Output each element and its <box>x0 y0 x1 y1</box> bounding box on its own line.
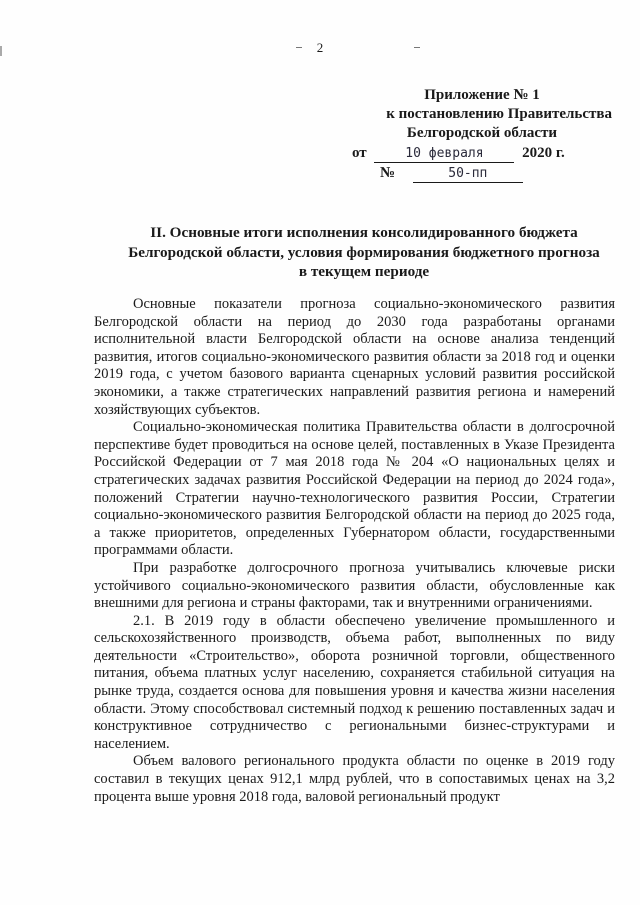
date-prefix: от <box>352 145 367 161</box>
paragraph: Социально-экономическая политика Правительства области в долгосрочной перспективе будет проводиться на основе целей, поставленных в Указе Президента Российской Федерации от 7 мая 2018 года № 204 «О национальных целях и стратегических задачах развития Российской Федерации на период до 2024 года», положений Стратегии научно-технологического развития России, Стратегии социально-экономического развития Белгородской области на период до 2025 года, а также приоритетов, определенных Губернатором области, государственными программами области. <box>94 419 615 559</box>
paragraph: При разработке долгосрочного прогноза учитывались ключевые риски устойчивого социально-экономического развития области, обусловленные как внешними для региона и страны факторами, так и внутренними ограничениями. <box>94 559 615 612</box>
annex-resolution-line: к постановлению Правительства <box>386 106 612 122</box>
page-number: 2 <box>316 40 324 55</box>
number-field: 50-пп <box>413 166 523 183</box>
section-title-line: II. Основные итоги исполнения консолидированного бюджета <box>150 224 578 241</box>
number-prefix: № <box>380 165 396 181</box>
section-title-line: в текущем периоде <box>298 263 430 280</box>
paragraph: Объем валового регионального продукта области по оценке в 2019 году составил в текущих ценах 912,1 млрд рублей, что в сопоставимых ценах на 3,2 процента выше уровня 2018 года, валовой региональный продукт <box>94 753 615 805</box>
annex-title: Приложение № 1 <box>424 87 540 103</box>
paragraph: Основные показатели прогноза социально-экономического развития Белгородской области на период до 2030 года разработаны органами исполнительной власти Белгородской области на основе анализа тенденций развития, итогов социально-экономического развития области за 2018 год и оценки 2019 года, с учетом базового варианта сценарных условий развития российской экономики, а также стратегических направлений развития региона и намерений хозяйствующих субъектов. <box>94 296 615 418</box>
date-field: 10 февраля <box>374 146 514 163</box>
document-body <box>94 296 615 806</box>
annex-header <box>352 86 612 183</box>
annex-number-line <box>352 164 612 183</box>
annex-region-line: Белгородской области <box>406 125 558 141</box>
section-title <box>96 223 632 282</box>
date-year: 2020 г. <box>522 145 565 161</box>
section-title-line: Белгородской области, условия формирования бюджетного прогноза <box>128 243 600 261</box>
paragraph: 2.1. В 2019 году в области обеспечено увеличение промышленного и сельскохозяйственного производств, объема работ, выполненных по виду деятельности «Строительство», оборота розничной торговли, общественного питания, объема платных услуг населению, сохраняется стабильной ситуация на рынке труда, создается основа для повышения уровня и качества жизни населения области. Этому способствовал системный подход к решению поставленных задач и конструктивное сотрудничество с региональными бизнес-структурами и населением. <box>94 612 615 752</box>
annex-date-line <box>352 144 612 163</box>
